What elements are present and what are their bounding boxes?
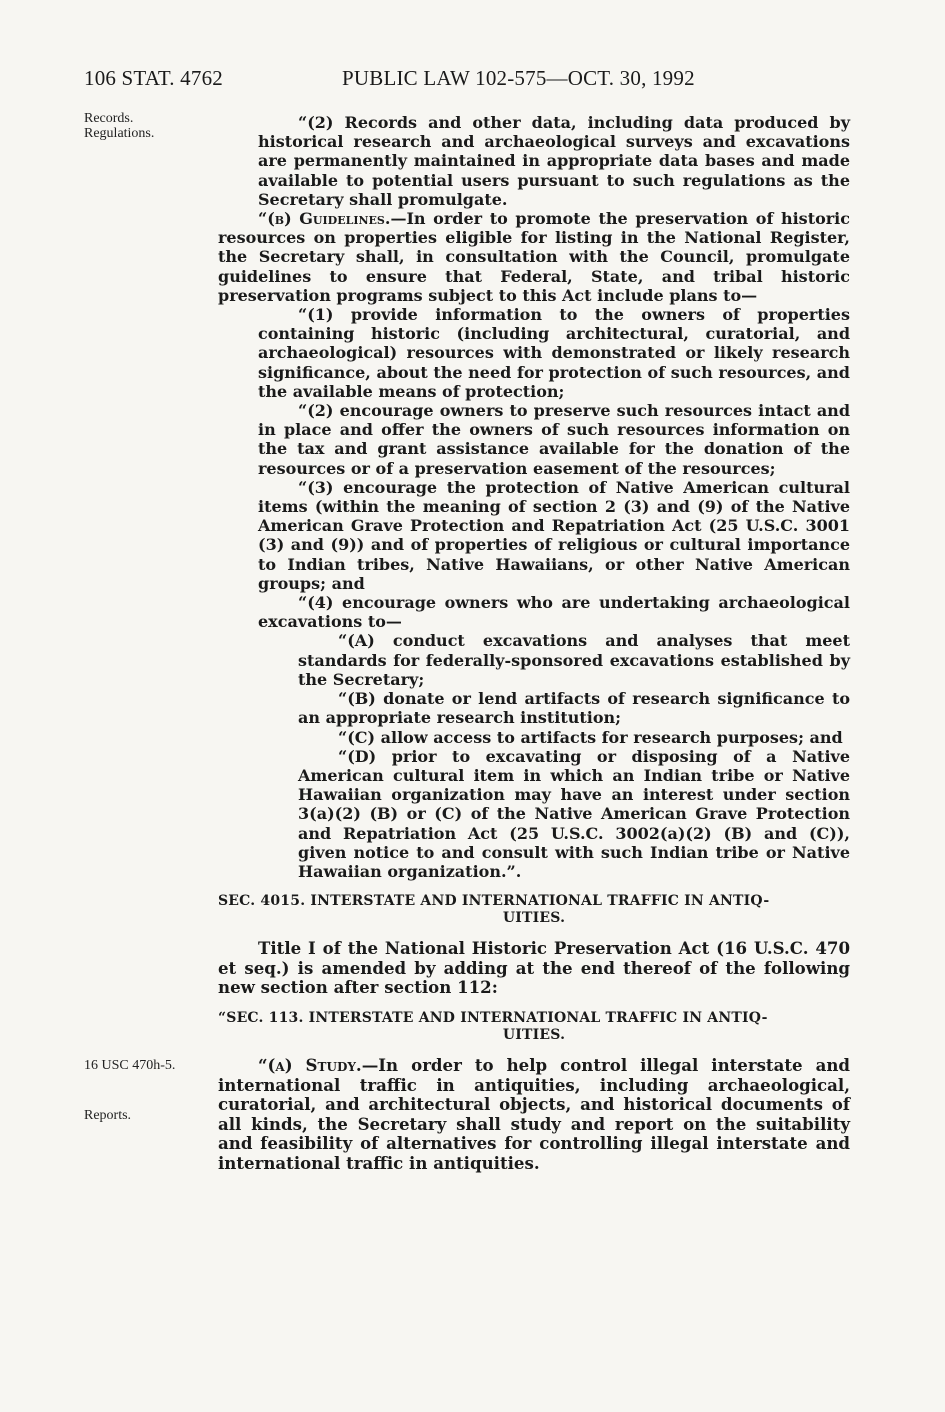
section-4015-heading	[218, 893, 850, 927]
paragraph-guidelines	[218, 209, 850, 305]
margin-note-records	[84, 111, 154, 141]
main-text	[218, 113, 851, 1173]
section-4015-heading-line2: UITIES.	[502, 910, 566, 927]
margin-note-usc: 16 USC 470h-5.	[84, 1058, 176, 1073]
list-item-4a: “(A) conduct excavations and analyses that meet standards for federally-sponsored excavations established by the Secretary;	[298, 631, 850, 689]
list-item-2: “(2) encourage owners to preserve such resources intact and in place and offer the owners of such resources information on the tax and grant assistance available for the donation of the resources or of a preservation easement of the resources;	[258, 401, 850, 478]
list-item-4d: “(D) prior to excavating or disposing of a Native American cultural item in which an Indian tribe or Native Hawaiian organization may have an interest under section 3(a)(2) (B) or (C) of the Native American Grave Protection and Repatriation Act (25 U.S.C. 3002(a)(2) (B) and (C)), given notice to and consult with such Indian tribe or Native Hawaiian organization.”.	[298, 746, 850, 881]
list-item-3: “(3) encourage the protection of Native American cultural items (within the meaning of section 2 (3) and (9) of the Native American Grave Protection and Repatriation Act (25 U.S.C. 3001 (3) and (9)) and of properties of religious or cultural importance to Indian tribes, Native Hawaiians, or other Native American groups; and	[258, 477, 850, 593]
section-113-heading-line2: UITIES.	[502, 1026, 566, 1043]
paragraph-study	[218, 1056, 850, 1174]
section-4015-text: Title I of the National Historic Preservation Act (16 U.S.C. 470 et seq.) is amended by adding at the end thereof of the following new section after section 112:	[218, 938, 850, 998]
margin-note-reports: Reports.	[84, 1108, 132, 1123]
margin-note-regulations-label: Regulations.	[84, 126, 155, 141]
guidelines-text: —In order to promote the preservation of historic resources on properties eligible for listing in the National Register, the Secretary shall, in consultation with the Council, promulgate guidelines to ensure that Federal, State, and tribal historic preservation programs subject to this Act include plans to—	[218, 209, 851, 305]
guidelines-heading: “(b) Guidelines.	[258, 209, 391, 229]
margin-note-records-label: Records.	[84, 111, 134, 126]
law-title: PUBLIC LAW 102-575—OCT. 30, 1992	[342, 66, 695, 90]
section-113-heading	[218, 1010, 850, 1044]
study-text: —In order to help control illegal interstate and international traffic in antiquities, including archaeological, curatorial, and architectural objects, and historical documents of all kinds, the Secretary shall study and report on the suitability and feasibility of alternatives for controlling illegal interstate and international traffic in antiquities.	[218, 1054, 850, 1173]
section-113-heading-line1: “SEC. 113. INTERSTATE AND INTERNATIONAL TRAFFIC IN ANTIQ-	[218, 1009, 768, 1026]
list-item-4c: “(C) allow access to artifacts for research purposes; and	[338, 727, 843, 747]
list-item-4b: “(B) donate or lend artifacts of research significance to an appropriate research institution;	[298, 689, 850, 728]
page-header	[84, 66, 855, 90]
paragraph-records: “(2) Records and other data, including data produced by historical research and archaeological surveys and excavations are permanently maintained in appropriate data bases and made available to potential users pursuant to such regulations as the Secretary shall promulgate.	[258, 113, 850, 209]
page-id: 106 STAT. 4762	[84, 66, 223, 90]
list-item-4: “(4) encourage owners who are undertaking archaeological excavations to—	[258, 593, 850, 632]
section-4015-heading-line1: SEC. 4015. INTERSTATE AND INTERNATIONAL TRAFFIC IN ANTIQ-	[218, 893, 770, 910]
study-heading: “(a) Study.	[258, 1054, 362, 1075]
list-item-1: “(1) provide information to the owners of properties containing historic (including architectural, curatorial, and archaeological) resources with demonstrated or likely research significance, about the need for protection of such resources, and the available means of protection;	[258, 305, 850, 401]
